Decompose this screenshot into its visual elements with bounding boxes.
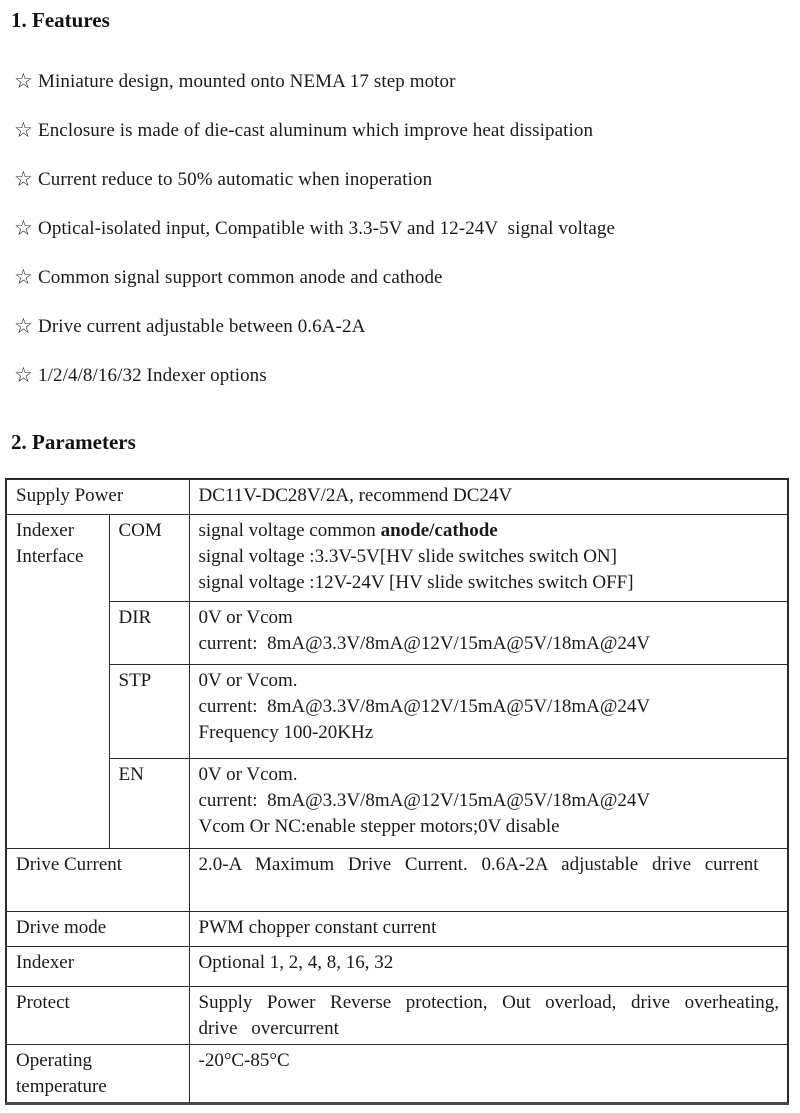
star-bullet-icon: ☆ [14,216,33,240]
cell-line: 0V or Vcom. [198,669,298,691]
feature-item [14,155,800,204]
table-row-operating-temperature [6,1044,788,1103]
param-label-en: EN [109,758,189,848]
param-value-com [189,514,788,601]
com-line1-bold: anode/cathode [380,519,498,541]
param-label-drive-current: Drive Current [6,848,189,911]
feature-item [14,204,800,253]
cell-line: signal voltage :12V-24V [HV slide switches switch OFF] [198,571,634,593]
feature-text: 1/2/4/8/16/32 Indexer options [38,364,267,386]
cell-line: current: 8mA@3.3V/8mA@12V/15mA@5V/18mA@24V [198,632,651,654]
param-label-stp: STP [109,664,189,758]
star-bullet-icon: ☆ [14,265,33,289]
param-value-supply-power: DC11V-DC28V/2A, recommend DC24V [189,479,788,514]
param-label-indexer-interface: Indexer Interface [6,514,109,848]
cell-line: current: 8mA@3.3V/8mA@12V/15mA@5V/18mA@24V [198,789,651,811]
param-label-supply-power: Supply Power [6,479,189,514]
parameters-heading: 2. Parameters [11,430,136,454]
cell-line: current: 8mA@3.3V/8mA@12V/15mA@5V/18mA@24V [198,695,651,717]
feature-item [14,351,800,400]
feature-item [14,302,800,351]
table-row-protect [6,986,788,1044]
param-value-drive-current: 2.0-A Maximum Drive Current. 0.6A-2A adjustable drive current [189,848,788,911]
star-bullet-icon: ☆ [14,363,33,387]
parameters-table [5,478,789,1105]
cell-line [199,518,780,544]
table-row-drive-mode [6,911,788,946]
table-row-drive-current [6,848,788,911]
param-label-dir: DIR [109,601,189,664]
table-row-com [6,514,788,601]
param-label-drive-mode: Drive mode [6,911,189,946]
param-label-operating-temperature: Operating temperature [6,1044,189,1103]
cell-line: signal voltage :3.3V-5V[HV slide switches switch ON] [198,545,617,567]
star-bullet-icon: ☆ [14,314,33,338]
table-row-stp [6,664,788,758]
star-bullet-icon: ☆ [14,69,33,93]
param-value-operating-temperature: -20°C-85°C [189,1044,788,1103]
feature-item [14,57,800,106]
table-row-en [6,758,788,848]
cell-line: Vcom Or NC:enable stepper motors;0V disable [198,815,560,837]
param-value-stp [189,664,788,758]
feature-text: Drive current adjustable between 0.6A-2A [38,315,366,337]
table-row-indexer [6,946,788,986]
param-value-drive-mode: PWM chopper constant current [189,911,788,946]
features-heading: 1. Features [11,8,110,32]
feature-text: Current reduce to 50% automatic when inoperation [38,168,433,190]
cell-line: 0V or Vcom. [198,763,298,785]
star-bullet-icon: ☆ [14,167,33,191]
param-label-protect: Protect [6,986,189,1044]
param-value-protect: Supply Power Reverse protection, Out overload, drive overheating, drive overcurrent [189,986,788,1044]
param-label-indexer: Indexer [6,946,189,986]
param-value-indexer: Optional 1, 2, 4, 8, 16, 32 [189,946,788,986]
feature-text: Miniature design, mounted onto NEMA 17 step motor [38,70,456,92]
feature-text: Optical-isolated input, Compatible with 3.3-5V and 12-24V signal voltage [38,217,616,239]
table-row-supply-power [6,479,788,514]
param-label-com: COM [109,514,189,601]
cell-line: 0V or Vcom [198,606,293,628]
cell-line: Frequency 100-20KHz [198,721,374,743]
feature-text: Enclosure is made of die-cast aluminum which improve heat dissipation [38,119,594,141]
feature-item [14,253,800,302]
param-value-en [189,758,788,848]
com-line1-text: signal voltage common [198,519,381,541]
feature-item [14,106,800,155]
param-value-dir [189,601,788,664]
features-list [14,57,800,400]
table-row-dir [6,601,788,664]
feature-text: Common signal support common anode and cathode [38,266,443,288]
star-bullet-icon: ☆ [14,118,33,142]
